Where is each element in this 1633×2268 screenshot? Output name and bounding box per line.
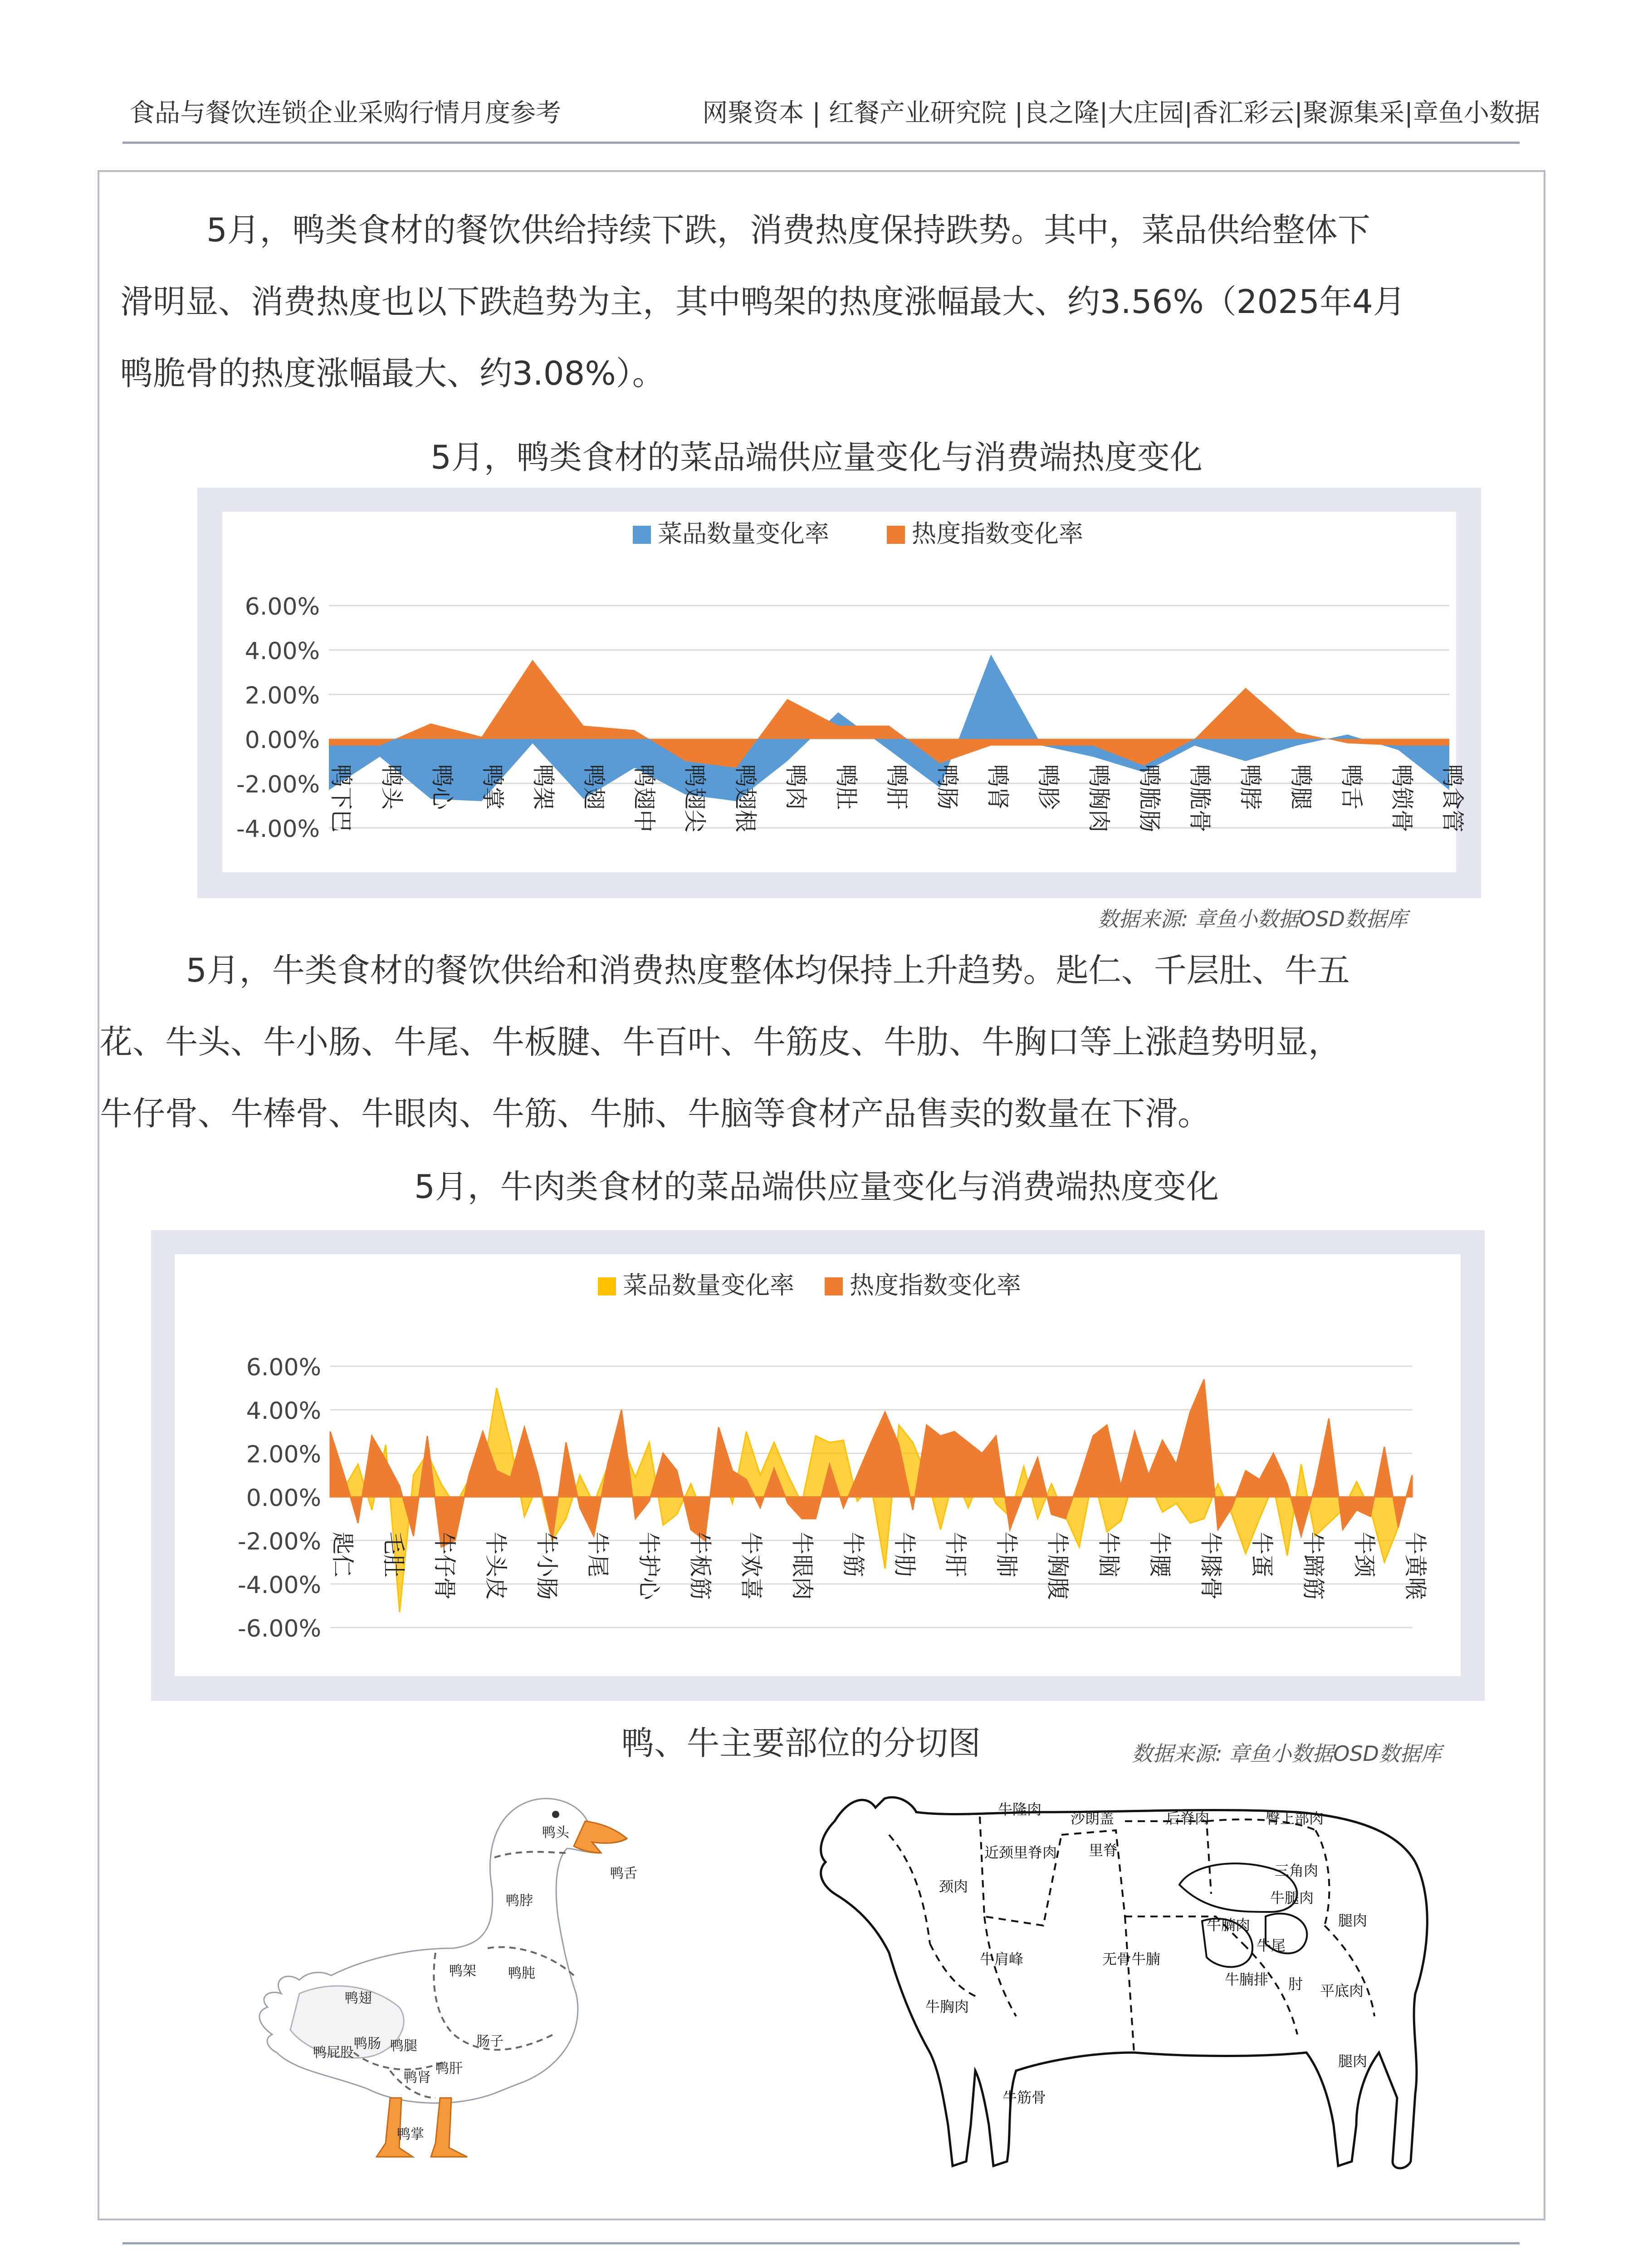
duck-label-feet: 鸭掌	[397, 2126, 424, 2142]
x-category-label: 鸭舌	[1338, 764, 1365, 810]
duck-para-line-2: 滑明显、消费热度也以下跌趋势为主，其中鸭架的热度涨幅最大、约3.56%（2025年4月	[120, 283, 1406, 321]
x-category-label: 鸭肝	[884, 764, 910, 810]
legend-label: 菜品数量变化率	[623, 1271, 794, 1300]
beef-chart-title: 5月，牛肉类食材的菜品端供应量变化与消费端热度变化	[414, 1168, 1219, 1206]
cow-label-13: 无骨牛腩	[1102, 1950, 1161, 1968]
y-tick-label: 0.00%	[246, 1485, 321, 1512]
x-category-label: 牛欢喜	[738, 1532, 764, 1600]
cow-label-5: 近颈里脊肉	[984, 1844, 1057, 1861]
duck-label-liver: 鸭肝	[435, 2061, 463, 2077]
duck-label-gizzard: 鸭肫	[508, 1965, 535, 1981]
cow-label-8: 颈肉	[939, 1878, 968, 1895]
cow-label-19: 牛筋骨	[1002, 2089, 1046, 2106]
x-category-label: 鸭胗	[1035, 764, 1062, 810]
x-category-label: 牛脑	[1095, 1532, 1122, 1577]
y-tick-label: -6.00%	[238, 1615, 321, 1642]
y-tick-label: 6.00%	[244, 593, 320, 621]
duck-cut-diagram	[240, 1780, 667, 2180]
cow-label-20: 腿肉	[1338, 2053, 1368, 2070]
x-category-label: 鸭肉	[782, 764, 809, 810]
duck-chart	[197, 488, 1481, 898]
cow-label-10: 牛腿肉	[1270, 1889, 1314, 1906]
cow-label-7: 三角肉	[1275, 1862, 1319, 1879]
cow-label-2: 沙朗盖	[1071, 1810, 1115, 1827]
x-category-label: 鸭肚	[833, 764, 860, 810]
header-divider	[122, 142, 1520, 144]
x-category-label: 鸭肾	[984, 764, 1011, 810]
cow-label-12: 牛肩峰	[980, 1950, 1024, 1968]
duck-label-intestine: 鸭肠	[354, 2036, 381, 2052]
cow-label-3: 后脊肉	[1166, 1810, 1210, 1827]
x-category-label: 牛胸腹	[1044, 1532, 1071, 1600]
cow-label-11: 腿肉	[1338, 1912, 1368, 1929]
x-category-label: 鸭下巴	[328, 764, 354, 832]
x-category-label: 鸭肠	[934, 764, 961, 810]
cow-label-17: 肘	[1288, 1975, 1303, 1993]
legend-swatch	[598, 1277, 616, 1295]
cow-label-14: 牛尾	[1257, 1937, 1286, 1954]
cow-label-18: 平底肉	[1320, 1982, 1364, 1999]
x-category-label: 牛尾	[585, 1532, 611, 1577]
x-category-label: 牛颈	[1351, 1532, 1378, 1577]
y-tick-label: -4.00%	[238, 1572, 321, 1599]
y-tick-label: -2.00%	[236, 771, 320, 798]
cow-label-16: 牛腩排	[1225, 1971, 1269, 1988]
duck-label-tongue: 鸭舌	[610, 1866, 637, 1882]
x-category-label: 牛肝	[942, 1532, 969, 1577]
x-category-label: 牛筋	[840, 1532, 867, 1577]
duck-label-wing: 鸭翅	[345, 1990, 372, 2006]
y-tick-label: 4.00%	[246, 1398, 321, 1425]
x-category-label: 牛膝骨	[1198, 1532, 1224, 1600]
cow-label-6: 里脊	[1089, 1842, 1118, 1859]
cow-label-15: 牛胸肉	[925, 1998, 969, 2015]
legend-label: 菜品数量变化率	[658, 519, 829, 548]
x-category-label: 鸭脆骨	[1187, 764, 1213, 832]
duck-label-head: 鸭头	[542, 1825, 569, 1841]
duck-chart-source: 数据来源: 章鱼小数据OSD数据库	[1098, 907, 1408, 931]
x-category-label: 牛黄喉	[1402, 1532, 1428, 1600]
beef-chart	[151, 1230, 1485, 1701]
y-tick-label: 2.00%	[244, 682, 320, 709]
legend-label: 热度指数变化率	[850, 1271, 1021, 1300]
cow-label-1: 牛隆肉	[998, 1801, 1042, 1818]
duck-label-tail: 鸭屁股	[313, 2045, 354, 2061]
legend-label: 热度指数变化率	[912, 519, 1083, 548]
x-category-label: 鸭头	[378, 764, 405, 810]
header-publishers: 网聚资本 | 红餐产业研究院 |良之隆|大庄园|香汇彩云|聚源集采|章鱼小数据	[702, 98, 1540, 128]
x-category-label: 鸭翅根	[732, 764, 758, 832]
x-category-label: 鸭翅	[580, 764, 607, 810]
x-category-label: 牛蹄筋	[1300, 1532, 1326, 1600]
x-category-label: 鸭翅尖	[681, 764, 708, 832]
header-report-title: 食品与餐饮连锁企业采购行情月度参考	[129, 98, 561, 128]
x-category-label: 鸭锁骨	[1389, 764, 1415, 832]
x-category-label: 牛肺	[993, 1532, 1020, 1577]
legend-swatch	[633, 526, 651, 544]
cow-label-9: 牛腩肉	[1207, 1916, 1251, 1934]
beef-cut-diagram	[807, 1780, 1465, 2207]
legend-swatch	[887, 526, 905, 544]
x-category-label: 牛蛋	[1249, 1532, 1276, 1577]
x-category-label: 鸭心	[429, 764, 455, 810]
duck-label-frame: 鸭架	[449, 1963, 476, 1979]
x-category-label: 鸭脖	[1237, 764, 1264, 810]
duck-para-line-1: 5月，鸭类食材的餐饮供给持续下跌，消费热度保持跌势。其中，菜品供给整体下	[206, 211, 1370, 249]
x-category-label: 鸭掌	[479, 764, 506, 810]
duck-label-intestines: 肠子	[476, 2033, 504, 2049]
y-tick-label: 2.00%	[246, 1441, 321, 1468]
duck-label-kidney: 鸭肾	[404, 2070, 431, 2086]
x-category-label: 牛眼肉	[789, 1532, 816, 1600]
x-category-label: 鸭脆肠	[1136, 764, 1163, 832]
y-tick-label: -4.00%	[236, 816, 320, 843]
beef-para-line-2: 花、牛头、牛小肠、牛尾、牛板腱、牛百叶、牛筋皮、牛肋、牛胸口等上涨趋势明显，	[100, 1023, 1341, 1061]
x-category-label: 牛肋	[891, 1532, 918, 1577]
beef-chart-source: 数据来源: 章鱼小数据OSD数据库	[1132, 1741, 1442, 1766]
x-category-label: 牛小肠	[533, 1532, 560, 1600]
y-tick-label: 6.00%	[246, 1354, 321, 1381]
x-category-label: 鸭架	[530, 764, 557, 810]
footer-divider	[122, 2242, 1520, 2244]
x-category-label: 牛板筋	[687, 1532, 714, 1600]
y-tick-label: -2.00%	[238, 1528, 321, 1555]
legend-swatch	[825, 1277, 843, 1295]
x-category-label: 牛腰	[1146, 1532, 1173, 1577]
x-category-label: 鸭胸肉	[1085, 764, 1112, 832]
duck-label-neck: 鸭脖	[506, 1893, 533, 1909]
x-category-label: 牛仔骨	[431, 1532, 458, 1600]
x-category-label: 鸭翅中	[631, 764, 658, 832]
duck-label-leg: 鸭腿	[390, 2038, 417, 2054]
y-tick-label: 4.00%	[244, 638, 320, 665]
duck-chart-title: 5月，鸭类食材的菜品端供应量变化与消费端热度变化	[430, 438, 1203, 476]
y-tick-label: 0.00%	[244, 727, 320, 754]
beef-para-line-1: 5月，牛类食材的餐饮供给和消费热度整体均保持上升趋势。匙仁、千层肚、牛五	[186, 951, 1350, 989]
duck-para-line-3: 鸭脆骨的热度涨幅最大、约3.08%）。	[120, 354, 665, 392]
beef-para-line-3: 牛仔骨、牛棒骨、牛眼肉、牛筋、牛肺、牛脑等食材产品售卖的数量在下滑。	[100, 1095, 1211, 1133]
x-category-label: 鸭食管	[1439, 764, 1466, 832]
x-category-label: 毛肚	[380, 1532, 407, 1577]
x-category-label: 匙仁	[329, 1532, 356, 1577]
x-category-label: 牛护心	[636, 1532, 662, 1600]
cuts-title: 鸭、牛主要部位的分切图	[621, 1724, 981, 1762]
x-category-label: 牛头皮	[482, 1532, 509, 1600]
cow-label-4: 臀上部肉	[1266, 1810, 1324, 1827]
x-category-label: 鸭腿	[1287, 764, 1314, 810]
